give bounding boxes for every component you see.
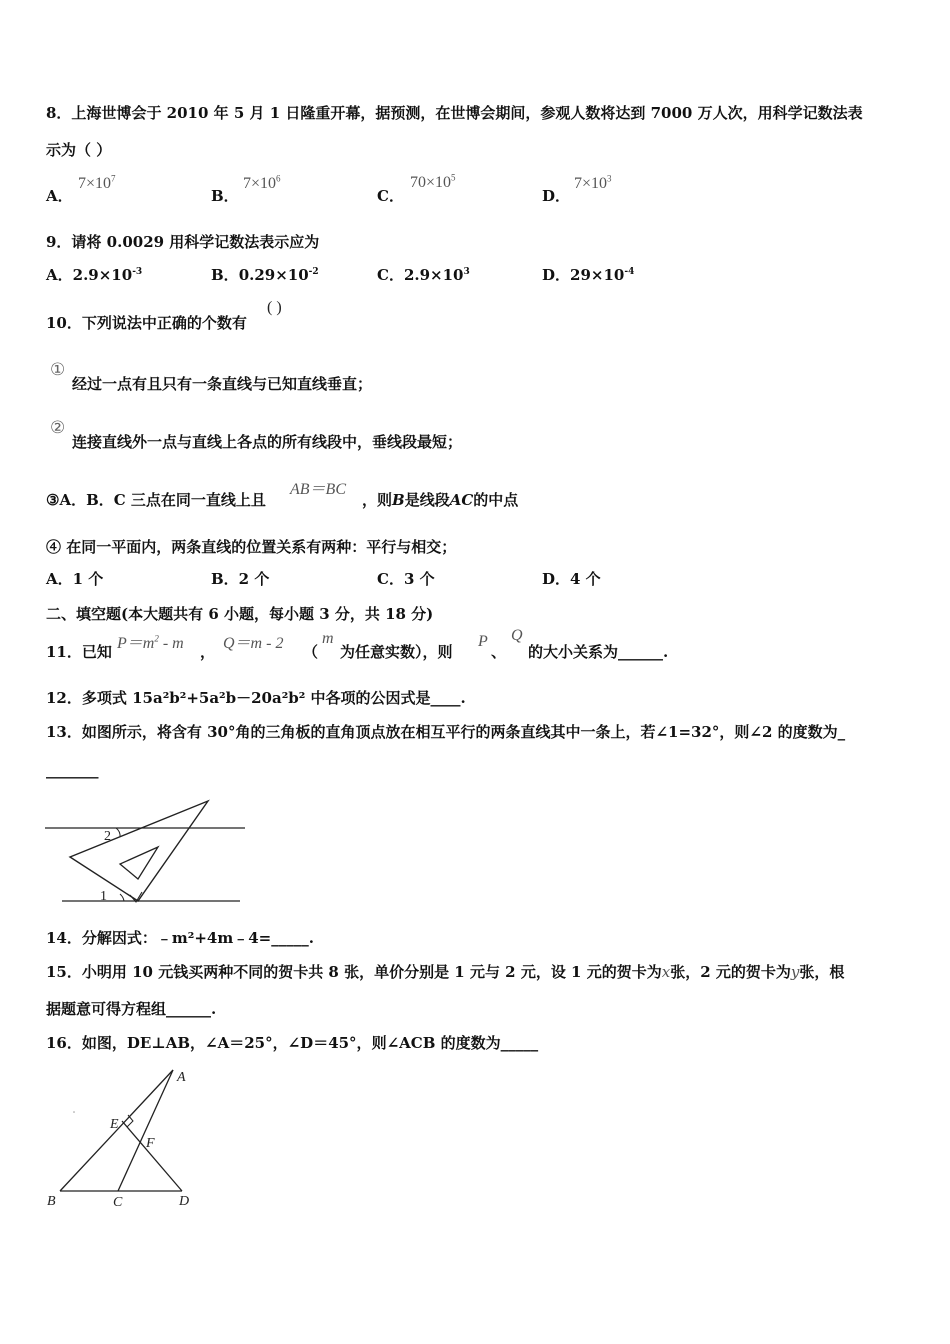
q9-option-b: B．$0.29\times 10^{-2}$ <box>211 266 319 284</box>
angle-label-2: 2 <box>104 829 111 844</box>
right-angle-e <box>127 1115 133 1127</box>
q14-text: 14．分解因式：﹣m²+4m﹣4=_____. <box>46 929 314 947</box>
q11-q-expr: Q＝m - 2 <box>223 635 284 652</box>
label-b: B <box>47 1194 56 1209</box>
q11-note: 为任意实数），则 <box>340 643 453 661</box>
q9-option-d: D．$29\times 10^{-4}$ <box>542 266 635 284</box>
q8-line1: 8．上海世博会于 2010 年 5 月 1 日隆重开幕，据预测，在世博会期间，参观人数将达到 7000 万人次，用科学记数法表 <box>46 104 863 122</box>
q8-option-b-value: $7\times 10^6$ <box>243 173 281 192</box>
scan-dot <box>73 1111 75 1113</box>
q9-stem: 9．请将 0.0029 用科学记数法表示应为 <box>46 233 320 251</box>
q11-sep: 、 <box>491 643 507 661</box>
segment-de <box>122 1121 182 1191</box>
section-heading: 二、填空题(本大题共有 6 小题，每小题 3 分，共 18 分) <box>46 605 434 623</box>
q8-option-c-value: $70\times 10^5$ <box>410 172 456 191</box>
segment-ca <box>118 1070 173 1191</box>
q15-line1: 15．小明用 10 元钱买两种不同的贺卡共 8 张，单价分别是 1 元与 2 元，设 1 元的贺卡为x张，2 元的贺卡为y张，根 <box>46 963 845 981</box>
label-c: C <box>113 1195 123 1210</box>
q10-option-a: A．1 个 <box>46 570 104 588</box>
angle-arc-2 <box>116 828 120 837</box>
q10-s3-post: ，则B是线段AC的中点 <box>362 491 519 509</box>
angle-arc-1 <box>120 894 124 901</box>
q13-blank: _______ <box>46 761 99 779</box>
q10-s1-text: 经过一点有且只有一条直线与已知直线垂直； <box>72 375 373 393</box>
q11-m-var: m <box>322 630 334 647</box>
q10-s2-text: 连接直线外一点与直线上各点的所有线段中，垂线段最短； <box>72 433 463 451</box>
q11-post: 的大小关系为______. <box>528 643 669 661</box>
q10-option-c: C．3 个 <box>377 570 435 588</box>
q11-paren-open: （ <box>303 643 319 661</box>
q16-figure <box>40 1065 210 1215</box>
q8-option-a-label: A． <box>46 187 73 205</box>
q8-option-d-label: D． <box>542 187 571 205</box>
q8-line2: 示为（ ） <box>46 141 112 159</box>
label-d: D <box>179 1194 190 1209</box>
q10-option-d: D．4 个 <box>542 570 601 588</box>
q13-line1: 13．如图所示，将含有 30°角的三角板的直角顶点放在相互平行的两条直线其中一条上，若∠1=32°，则∠2 的度数为_ <box>46 723 846 741</box>
q11-p-expr: $P=m^2 - m$ <box>117 633 184 652</box>
q10-option-b: B．2 个 <box>211 570 270 588</box>
q11-p-var: P <box>478 633 488 650</box>
q8-option-b-label: B． <box>211 187 239 205</box>
q10-s1-mark: ① <box>50 360 66 379</box>
label-a: A <box>177 1070 186 1085</box>
q10-s3-math: AB＝BC <box>290 481 346 498</box>
q10-s2-mark: ② <box>50 418 66 437</box>
q16-text: 16．如图，DE⊥AB，∠A＝25°，∠D＝45°，则∠ACB 的度数为_____ <box>46 1034 539 1052</box>
angle-label-1: 1 <box>100 889 107 904</box>
q10-stem: 10．下列说法中正确的个数有 <box>46 314 247 332</box>
set-square-inner <box>120 847 158 879</box>
q11-pre: 11．已知 <box>46 643 112 661</box>
q10-paren: ( ) <box>267 299 282 316</box>
q11-q-var: Q <box>511 627 523 644</box>
label-e: E <box>110 1117 119 1132</box>
q10-s4-text: ④ 在同一平面内，两条直线的位置关系有两种：平行与相交； <box>46 538 457 556</box>
label-f: F <box>146 1136 155 1151</box>
q15-line2: 据题意可得方程组______. <box>46 1000 217 1018</box>
q8-option-c-label: C． <box>377 187 404 205</box>
q11-comma: ， <box>200 643 216 661</box>
q8-option-a-value: $7\times 10^7$ <box>78 173 116 192</box>
q8-option-d-value: $7\times 10^3$ <box>574 173 612 192</box>
q12-text: 12．多项式 15a²b²+5a²b－20a²b² 中各项的公因式是____. <box>46 689 466 707</box>
q9-option-c: C．$2.9\times 10^3$ <box>377 266 470 284</box>
q13-figure <box>40 795 250 905</box>
set-square-outer <box>70 801 208 901</box>
q10-s3-pre: ③A．B．C 三点在同一直线上且 <box>46 491 266 509</box>
q9-option-a: A．$2.9\times 10^{-3}$ <box>46 266 143 284</box>
